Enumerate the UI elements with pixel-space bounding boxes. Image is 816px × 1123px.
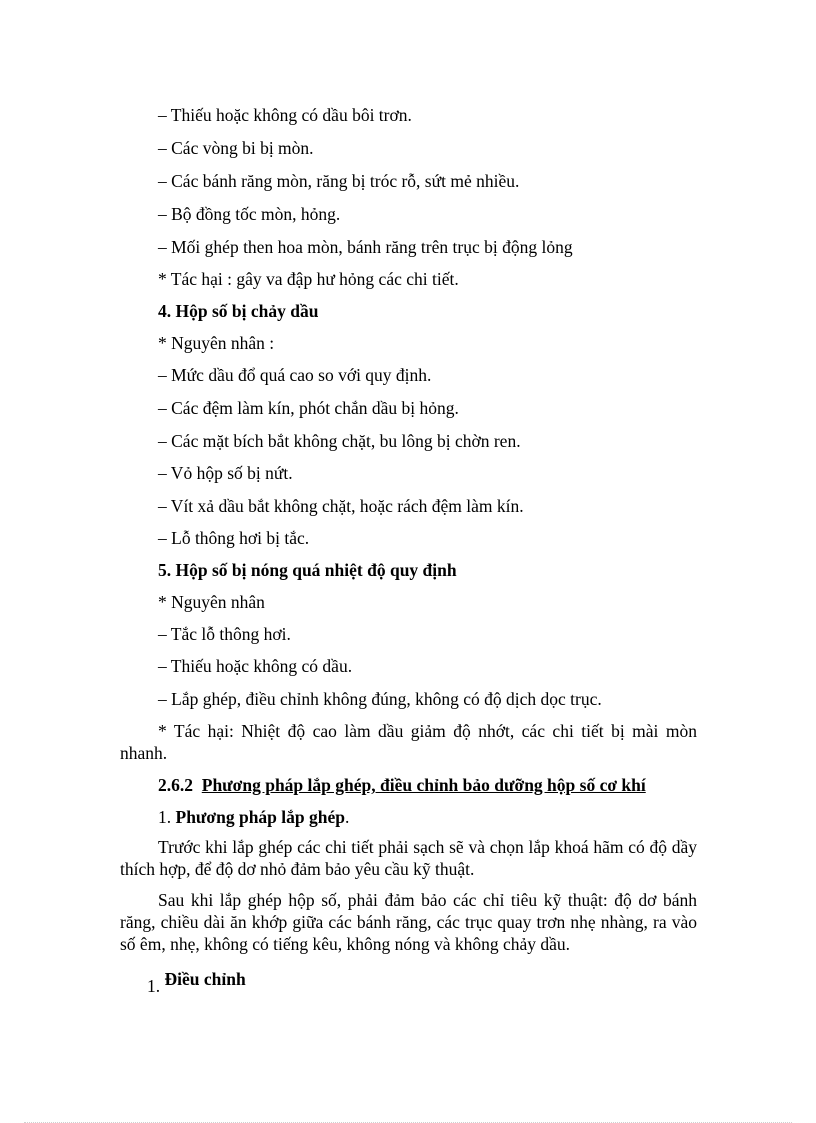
cause-label: * Nguyên nhân [158,592,265,612]
subheading-trail: . [345,807,350,827]
list-item: – Lỗ thông hơi bị tắc. [158,528,310,548]
list-item: – Lắp ghép, điều chỉnh không đúng, không có độ dịch dọc trục. [158,689,602,709]
section-number: 2.6.2 [158,775,193,795]
list-item: – Vít xả dầu bắt không chặt, hoặc rách đệm làm kín. [158,496,524,516]
list-item: – Các mặt bích bắt không chặt, bu lông bị chờn ren. [158,431,521,451]
subheading-title: Phương pháp lắp ghép [175,807,345,827]
section-heading-4: 4. Hộp số bị chảy dầu [158,301,319,321]
subheading-adjustment [147,968,246,996]
list-item: – Các bánh răng mòn, răng bị tróc rỗ, sứt mẻ nhiều. [158,171,520,191]
paragraph [120,836,697,880]
paragraph [120,889,697,955]
list-item: – Thiếu hoặc không có dầu bôi trơn. [158,105,412,125]
list-item: – Tắc lỗ thông hơi. [158,624,291,644]
list-item: – Mối ghép then hoa mòn, bánh răng trên trục bị động lỏng [158,237,573,257]
subheading-title: Điều chỉnh [164,969,246,989]
list-item: – Các vòng bi bị mòn. [158,138,314,158]
subheading-number: 1. [158,807,172,827]
section-title: Phương pháp lắp ghép, điều chỉnh bảo dưỡng hộp số cơ khí [201,775,646,795]
list-item: – Mức dầu đổ quá cao so với quy định. [158,365,432,385]
cause-label: * Nguyên nhân : [158,333,275,353]
list-item: – Bộ đồng tốc mòn, hỏng. [158,204,341,224]
effect-note: * Tác hại : gây va đập hư hỏng các chi tiết. [158,269,459,289]
list-item: – Thiếu hoặc không có dầu. [158,656,353,676]
subheading-assembly [158,806,349,828]
list-item: – Vỏ hộp số bị nứt. [158,463,293,483]
effect-note-continuation: nhanh. [120,743,168,763]
section-heading-5: 5. Hộp số bị nóng quá nhiệt độ quy định [158,560,457,580]
section-heading-262 [158,774,646,796]
paragraph-text: Trước khi lắp ghép các chi tiết phải sạch sẽ và chọn lắp khoá hãm có độ dầy thích hợp, để độ dơ nhỏ đảm bảo yêu cầu kỹ thuật. [120,837,697,879]
subheading-number: 1. [147,976,161,996]
paragraph-text: Sau khi lắp ghép hộp số, phải đảm bảo các chỉ tiêu kỹ thuật: độ dơ bánh răng, chiều dài ăn khớp giữa các bánh răng, các trục quay trơn nhẹ nhàng, ra vào số êm, nhẹ, không có tiếng kêu, không nóng và không chảy dầu. [120,890,697,954]
effect-note: * Tác hại: Nhiệt độ cao làm dầu giảm độ nhớt, các chi tiết bị mài mòn [158,721,697,741]
list-item: – Các đệm làm kín, phót chắn dầu bị hỏng. [158,398,459,418]
